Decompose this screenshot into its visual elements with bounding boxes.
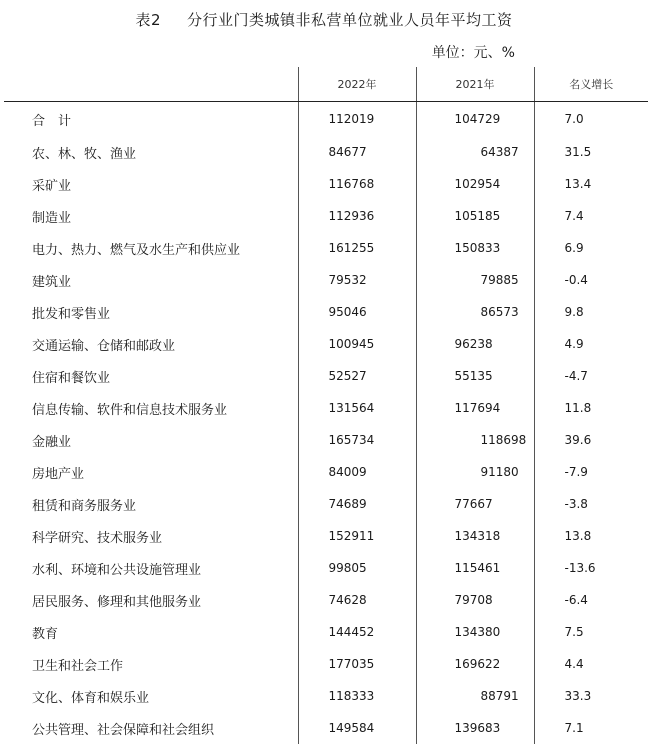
industry-name: 电力、热力、燃气及水生产和供应业 — [32, 242, 241, 258]
nominal-growth: 39.6 — [534, 424, 648, 456]
wage-2021: 169622 — [416, 648, 534, 680]
nominal-growth: 13.4 — [534, 168, 648, 200]
wage-2022: 165734 — [298, 424, 416, 456]
nominal-growth: 7.0 — [534, 102, 648, 137]
nominal-growth: -13.6 — [534, 552, 648, 584]
industry-name: 交通运输、仓储和邮政业 — [32, 338, 176, 354]
industry-name: 文化、体育和娱乐业 — [32, 690, 150, 706]
wage-2021: 134318 — [416, 520, 534, 552]
nominal-growth: 4.4 — [534, 648, 648, 680]
table-row — [4, 102, 648, 137]
wage-2021: 64387 — [416, 136, 534, 168]
wage-2022: 84677 — [298, 136, 416, 168]
wage-2021: 105185 — [416, 200, 534, 232]
industry-name: 租赁和商务服务业 — [32, 498, 137, 514]
wage-2021: 102954 — [416, 168, 534, 200]
nominal-growth: 31.5 — [534, 136, 648, 168]
table-row — [4, 392, 648, 424]
unit-note: 单位：元、% — [431, 45, 515, 61]
wage-2022: 112019 — [298, 102, 416, 137]
wage-2022: 74628 — [298, 584, 416, 616]
table-row — [4, 360, 648, 392]
industry-name: 水利、环境和公共设施管理业 — [32, 562, 202, 578]
table-row — [4, 552, 648, 584]
industry-name: 批发和零售业 — [32, 306, 111, 322]
table-row — [4, 520, 648, 552]
nominal-growth: 6.9 — [534, 232, 648, 264]
table-row — [4, 616, 648, 648]
wage-2021: 115461 — [416, 552, 534, 584]
nominal-growth: -7.9 — [534, 456, 648, 488]
industry-name: 房地产业 — [32, 466, 85, 482]
nominal-growth: 33.3 — [534, 680, 648, 712]
industry-name: 采矿业 — [32, 178, 72, 194]
industry-name: 建筑业 — [32, 274, 72, 290]
industry-name: 金融业 — [32, 434, 72, 450]
wage-2022: 95046 — [298, 296, 416, 328]
column-header-2022: 2022年 — [298, 67, 416, 102]
wage-2021: 55135 — [416, 360, 534, 392]
industry-name: 居民服务、修理和其他服务业 — [32, 594, 202, 610]
table-row — [4, 200, 648, 232]
nominal-growth: 4.9 — [534, 328, 648, 360]
table-row — [4, 456, 648, 488]
wage-2021: 88791 — [416, 680, 534, 712]
wage-table-container — [4, 67, 648, 744]
nominal-growth: 9.8 — [534, 296, 648, 328]
wage-2022: 177035 — [298, 648, 416, 680]
wage-2022: 79532 — [298, 264, 416, 296]
table-row — [4, 296, 648, 328]
wage-2021: 77667 — [416, 488, 534, 520]
table-title — [0, 9, 648, 30]
table-row — [4, 136, 648, 168]
wage-2022: 99805 — [298, 552, 416, 584]
industry-name: 教育 — [32, 626, 59, 642]
industry-name: 信息传输、软件和信息技术服务业 — [32, 402, 228, 418]
wage-2022: 116768 — [298, 168, 416, 200]
wage-2021: 139683 — [416, 712, 534, 744]
wage-2021: 134380 — [416, 616, 534, 648]
table-row — [4, 648, 648, 680]
wage-2021: 79708 — [416, 584, 534, 616]
wage-2022: 149584 — [298, 712, 416, 744]
nominal-growth: 7.5 — [534, 616, 648, 648]
table-row — [4, 712, 648, 744]
column-header-2021: 2021年 — [416, 67, 534, 102]
table-title-text: 分行业门类城镇非私营单位就业人员年平均工资 — [187, 11, 513, 29]
wage-2022: 100945 — [298, 328, 416, 360]
industry-name: 农、林、牧、渔业 — [32, 146, 137, 162]
header-row — [4, 67, 648, 102]
nominal-growth: -0.4 — [534, 264, 648, 296]
wage-2022: 161255 — [298, 232, 416, 264]
table-body — [4, 102, 648, 745]
industry-name: 制造业 — [32, 210, 72, 226]
nominal-growth: -3.8 — [534, 488, 648, 520]
table-row — [4, 424, 648, 456]
table-row — [4, 680, 648, 712]
nominal-growth: 13.8 — [534, 520, 648, 552]
nominal-growth: -4.7 — [534, 360, 648, 392]
wage-2022: 52527 — [298, 360, 416, 392]
column-header-growth: 名义增长 — [534, 67, 648, 102]
wage-2022: 152911 — [298, 520, 416, 552]
wage-2021: 79885 — [416, 264, 534, 296]
nominal-growth: 7.4 — [534, 200, 648, 232]
wage-2022: 74689 — [298, 488, 416, 520]
column-header-industry — [4, 67, 298, 102]
table-row — [4, 232, 648, 264]
wage-2021: 118698 — [416, 424, 534, 456]
wage-2022: 118333 — [298, 680, 416, 712]
table-row — [4, 168, 648, 200]
wage-2022: 144452 — [298, 616, 416, 648]
table-number: 表2 — [135, 11, 162, 29]
wage-2022: 112936 — [298, 200, 416, 232]
industry-name: 住宿和餐饮业 — [32, 370, 111, 386]
industry-name: 合 计 — [32, 113, 72, 129]
nominal-growth: 11.8 — [534, 392, 648, 424]
nominal-growth: -6.4 — [534, 584, 648, 616]
table-row — [4, 328, 648, 360]
table-row — [4, 264, 648, 296]
nominal-growth: 7.1 — [534, 712, 648, 744]
wage-2021: 104729 — [416, 102, 534, 137]
table-row — [4, 488, 648, 520]
wage-2022: 84009 — [298, 456, 416, 488]
table-row — [4, 584, 648, 616]
wage-2021: 117694 — [416, 392, 534, 424]
industry-name: 卫生和社会工作 — [32, 658, 124, 674]
industry-name: 科学研究、技术服务业 — [32, 530, 163, 546]
wage-2021: 86573 — [416, 296, 534, 328]
industry-name: 公共管理、社会保障和社会组织 — [32, 722, 215, 738]
wage-2021: 91180 — [416, 456, 534, 488]
wage-table — [4, 67, 648, 744]
wage-2021: 150833 — [416, 232, 534, 264]
wage-2022: 131564 — [298, 392, 416, 424]
wage-2021: 96238 — [416, 328, 534, 360]
